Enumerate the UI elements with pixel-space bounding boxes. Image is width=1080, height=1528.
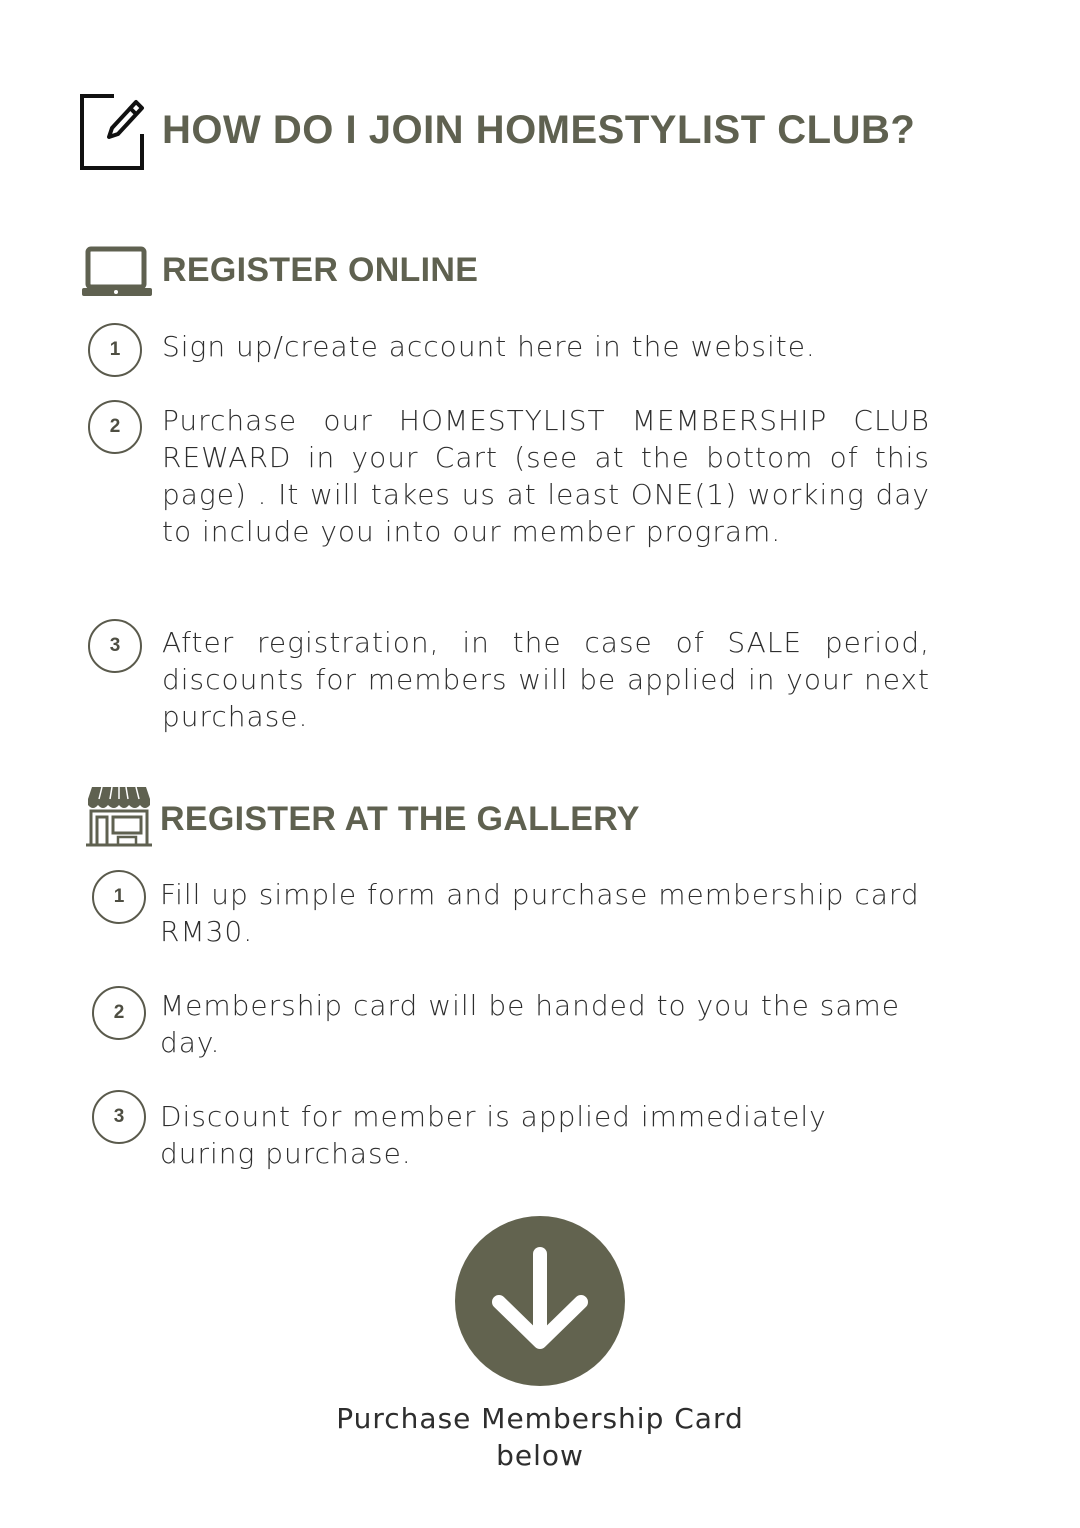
purchase-card-label — [240, 1400, 840, 1474]
step-text-online-1: Sign up/create account here in the website. — [162, 330, 816, 363]
step-number-gallery-1: 1 — [92, 870, 146, 924]
step-text-online-2: Purchase our HOMESTYLIST MEMBERSHIP CLUB REWARD in your Cart (see at the bottom of this page) . It will takes us at least ONE(1) working day to include you into our member program. — [162, 404, 930, 548]
edit-icon — [78, 92, 148, 174]
step-text-gallery-2: Membership card will be handed to you the same day. — [160, 989, 901, 1059]
step-number-online-1: 1 — [88, 323, 142, 377]
step-number-online-2: 2 — [88, 400, 142, 454]
arrow-down-icon — [455, 1216, 625, 1386]
step-text-gallery-1: Fill up simple form and purchase membership card RM30. — [160, 878, 920, 948]
purchase-card-label-line2: below — [496, 1439, 584, 1472]
step-number-gallery-2: 2 — [92, 986, 146, 1040]
purchase-arrow-button[interactable] — [455, 1216, 625, 1386]
step-number-online-3: 3 — [88, 619, 142, 673]
step-text-gallery-3: Discount for member is applied immediately during purchase. — [160, 1100, 827, 1170]
storefront-icon — [86, 785, 152, 847]
step-number-gallery-3: 3 — [92, 1090, 146, 1144]
step-text-online-3: After registration, in the case of SALE period, discounts for members will be applied in your next purchase. — [162, 626, 930, 733]
purchase-card-label-line1: Purchase Membership Card — [336, 1402, 744, 1435]
laptop-icon — [82, 246, 152, 298]
page-title: HOW DO I JOIN HOMESTYLIST CLUB? — [162, 108, 916, 152]
section-heading-gallery: REGISTER AT THE GALLERY — [160, 800, 640, 838]
section-heading-online: REGISTER ONLINE — [162, 251, 479, 289]
